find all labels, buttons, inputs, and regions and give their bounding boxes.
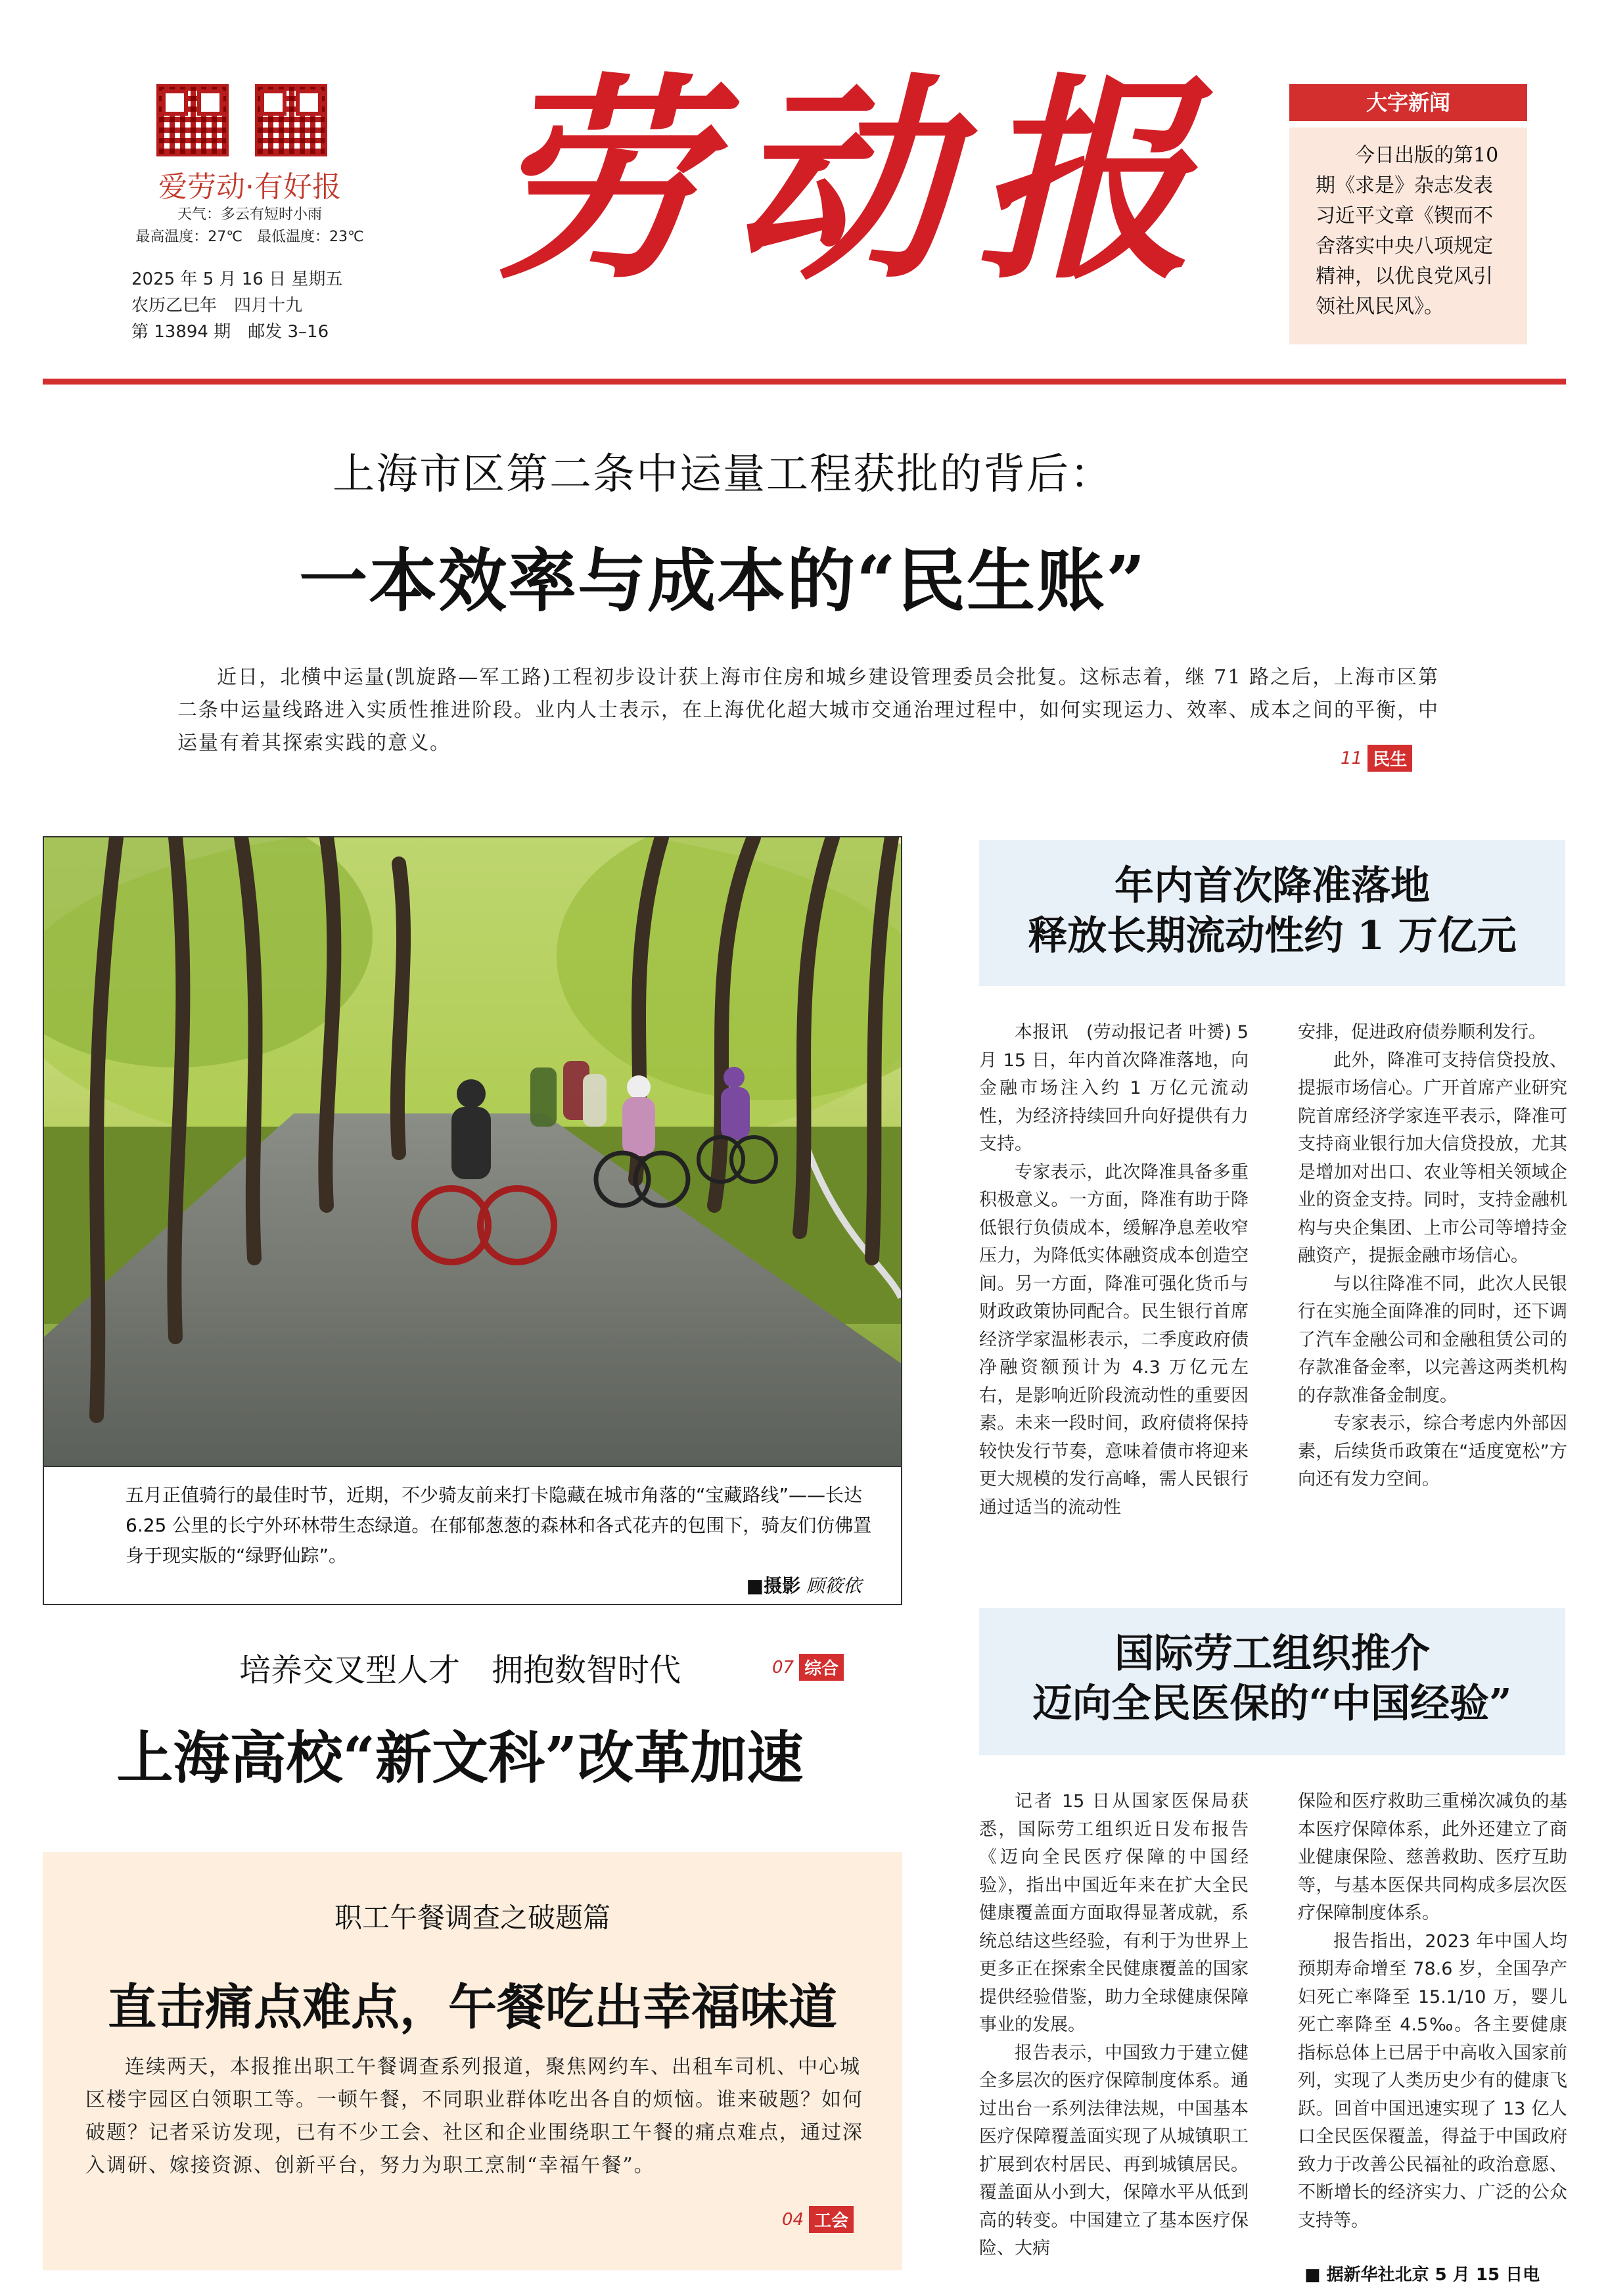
education-page-ref[interactable] <box>772 1654 844 1681</box>
paragraph: 本报讯 (劳动报记者 叶赟) 5 月 15 日，年内首次降准落地，向金融市场注入约 1 万亿元流动性，为经济持续回升向好提供有力支持。 <box>979 1022 1249 1154</box>
paragraph: 安排，促进政府债券顺利发行。 <box>1298 1022 1546 1043</box>
lunch-headline: 直击痛点难点，午餐吃出幸福味道 <box>108 1979 837 2036</box>
qr-code-right[interactable] <box>255 84 327 156</box>
paragraph: 报告表示，中国致力于建立健全多层次的医疗保障制度体系。通过出台一系列法律法规，中国基本医疗保障覆盖面实现了从城镇职工扩展到农村居民、再到城镇居民。覆盖面从小到大，保障水平从低到高的转变。中国建立了基本医疗保险、大病 <box>979 2042 1249 2259</box>
rrr-column-2 <box>1298 1019 1567 1494</box>
weather: 天气：多云有短时小雨 <box>177 206 322 223</box>
lunar-date: 农历乙巳年 四月十九 <box>131 296 303 316</box>
page-number: 11 <box>1341 748 1363 768</box>
paragraph: 与以往降准不同，此次人民银行在实施全面降准的同时，还下调了汽车金融公司和金融租赁公司的存款准备金率，以完善这两类机构的存款准备金制度。 <box>1298 1273 1567 1406</box>
qr-code-left[interactable] <box>156 84 229 156</box>
big-news-label: 大字新闻 <box>1289 84 1527 121</box>
ilo-headline-box <box>979 1608 1565 1755</box>
page-section-tag: 综合 <box>799 1654 844 1681</box>
lead-page-ref[interactable] <box>1341 745 1412 772</box>
ilo-headline-line1: 国际劳工组织推介 <box>1114 1631 1430 1677</box>
paragraph: 此外，降准可支持信贷投放、提振市场信心。广开首席产业研究院首席经济学家连平表示，降准可支持商业银行加大信贷投放，尤其是增加对出口、农业等相关领域企业的资金支持。同时，支持金融机构与央企集团、上市公司等增持金融资产，提振金融市场信心。 <box>1298 1050 1567 1266</box>
photo-credit-label: ■摄影 <box>746 1575 801 1597</box>
photo-caption: 五月正值骑行的最佳时节，近期，不少骑友前来打卡隐藏在城市角落的“宝藏路线”——长达 6.25 公里的长宁外环林带生态绿道。在郁郁葱葱的森林和各式花卉的包围下，骑友们仿佛置身于现实版的“绿野仙踪”。 <box>126 1484 872 1566</box>
ilo-column-1 <box>979 1788 1249 2263</box>
big-news-text: 今日出版的第10期《求是》杂志发表习近平文章《锲而不舍落实中央八项规定精神，以优良党风引领社风民风》。 <box>1289 128 1527 344</box>
lead-headline: 一本效率与成本的“民生账” <box>299 540 1147 621</box>
paragraph: 报告指出，2023 年中国人均预期寿命增至 78.6 岁，全国孕产妇死亡率降至 15.1/10 万，婴儿死亡率降至 4.5‰。各主要健康指标总体上已居于中高收入国家前列，实现了人类历史少有的健康飞跃。回首中国迅速实现了 13 亿人口全民医保覆盖，得益于中国政府致力于改善公民福祉的政治意愿、不断增长的经济实力、广泛的公众支持等。 <box>1298 1931 1567 2231</box>
lead-kicker: 上海市区第二条中运量工程获批的背后： <box>333 450 1113 499</box>
rrr-headline-box <box>979 840 1565 986</box>
photo-credit-name: 顾筱依 <box>806 1575 861 1597</box>
cycling-greenway-photo <box>44 837 901 1466</box>
rrr-column-1 <box>979 1019 1249 1522</box>
newspaper-logo: 劳动报 <box>490 53 1219 308</box>
paragraph: 专家表示，综合考虑内外部因素，后续货币政策在“适度宽松”方向还有发力空间。 <box>1298 1413 1567 1489</box>
issue-number: 第 13894 期 邮发 3–16 <box>131 322 329 342</box>
photo-caption-box <box>43 1467 902 1605</box>
page-number: 07 <box>772 1657 794 1677</box>
rrr-headline-line1: 年内首次降准落地 <box>1114 863 1430 909</box>
paragraph: 专家表示，此次降准具备多重积极意义。一方面，降准有助于降低银行负债成本，缓解净息差收窄压力，为降低实体融资成本创造空间。另一方面，降准可强化货币与财政政策协同配合。民生银行首席经济学家温彬表示，二季度政府债净融资额预计为 4.3 万亿元左右，是影响近阶段流动性的重要因素。未来一段时间，政府债将保持较快发行节奏，意味着债市将迎来更大规模的发行高峰，需人民银行通过适当的流动性 <box>979 1161 1249 1518</box>
lunch-lead: 连续两天，本报推出职工午餐调查系列报道，聚焦网约车、出租车司机、中心城区楼宇园区白领职工等。一顿午餐，不同职业群体吃出各自的烦恼。谁来破题？如何破题？记者采访发现，已有不少工会、社区和企业围绕职工午餐的痛点难点，通过深入调研、嫁接资源、创新平台，努力为职工烹制“幸福午餐”。 <box>85 2055 863 2177</box>
masthead-rule <box>43 379 1566 385</box>
education-kicker: 培养交叉型人才 拥抱数智时代 <box>239 1652 681 1689</box>
slogan: 爱劳动·有好报 <box>158 170 341 204</box>
temperature: 最高温度：27℃ 最低温度：23℃ <box>135 229 364 245</box>
page-section-tag: 工会 <box>809 2206 854 2233</box>
lead-paragraph: 近日，北横中运量(凯旋路—军工路)工程初步设计获上海市住房和城乡建设管理委员会批复。这标志着，继 71 路之后，上海市区第二条中运量线路进入实质性推进阶段。业内人士表示，在上海优化超大城市交通治理过程中，如何实现运力、效率、成本之间的平衡，中运量有着其探索实践的意义。 <box>177 666 1439 755</box>
rrr-headline-line2: 释放长期流动性约 1 万亿元 <box>1028 913 1517 959</box>
paragraph: 记者 15 日从国家医保局获悉，国际劳工组织近日发布报告《迈向全民医疗保障的中国经验》，指出中国近年来在扩大全民健康覆盖面方面取得显著成就，系统总结这些经验，有利于为世界上更多正在探索全民健康覆盖的国家提供经验借鉴，助力全球健康保障事业的发展。 <box>979 1791 1249 2035</box>
ilo-headline-line2: 迈向全民医保的“中国经验” <box>1032 1681 1512 1727</box>
ilo-column-2 <box>1298 1788 1567 2235</box>
issue-date: 2025 年 5 月 16 日 星期五 <box>131 269 343 289</box>
paragraph: 保险和医疗救助三重梯次减负的基本医疗保障体系，此外还建立了商业健康保险、慈善救助、医疗互助等，与基本医保共同构成多层次医疗保障制度体系。 <box>1298 1791 1567 1923</box>
page-section-tag: 民生 <box>1367 745 1412 772</box>
feature-photo-frame <box>43 836 902 1467</box>
lunch-kicker: 职工午餐调查之破题篇 <box>334 1902 610 1934</box>
lunch-page-ref[interactable] <box>782 2206 854 2233</box>
education-headline: 上海高校“新文科”改革加速 <box>116 1725 804 1791</box>
page-number: 04 <box>782 2209 804 2230</box>
ilo-dateline: ■ 据新华社北京 5 月 15 日电 <box>1304 2265 1540 2285</box>
